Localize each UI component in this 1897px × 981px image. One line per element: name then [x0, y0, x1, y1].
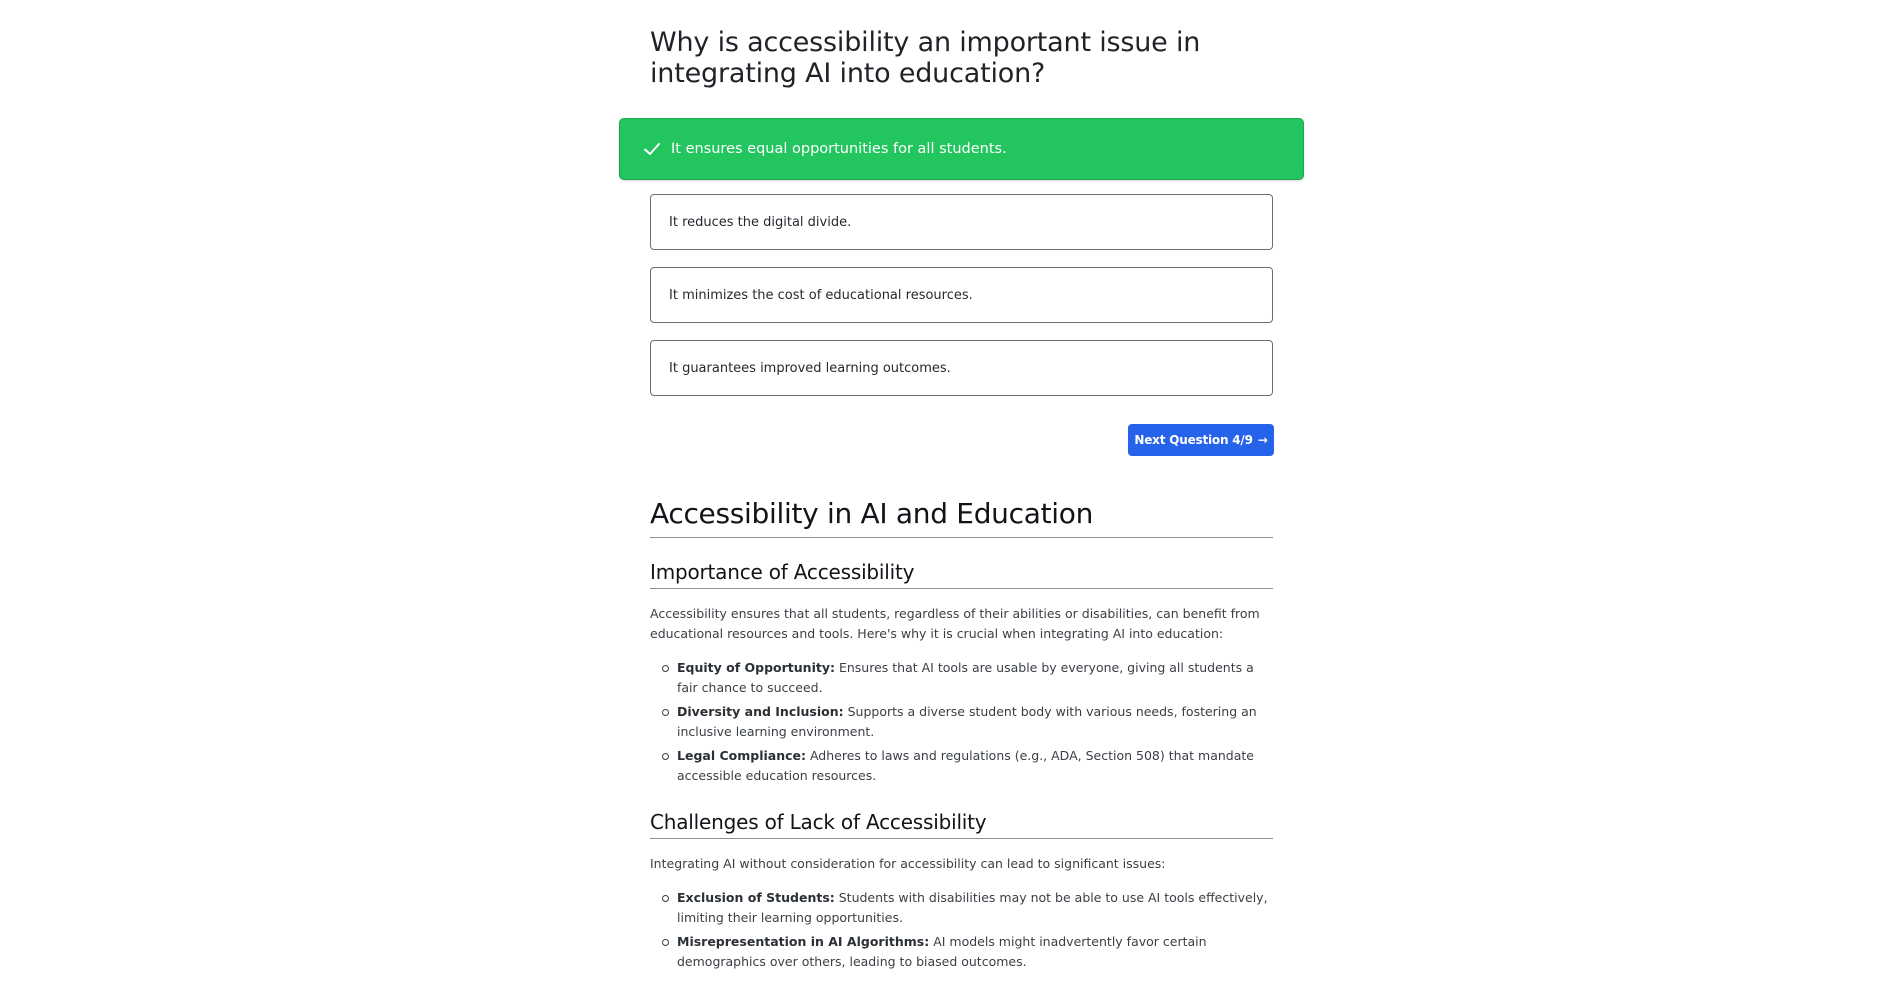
answer-option[interactable] [650, 194, 1273, 250]
check-icon [642, 139, 662, 159]
answer-option-label: It minimizes the cost of educational resources. [669, 287, 973, 303]
list-item [677, 932, 1273, 972]
list-item [677, 702, 1273, 742]
next-question-button[interactable] [1128, 424, 1274, 456]
answer-option-label: It ensures equal opportunities for all students. [671, 141, 1007, 157]
list-item-term: Legal Compliance: [677, 748, 806, 763]
answer-option[interactable] [650, 267, 1273, 323]
list-item [677, 888, 1273, 928]
arrow-right-icon: → [1257, 433, 1268, 447]
list-item-text: Students with disabilities may not be able to use AI tools effectively, limiting their learning opportunities. [677, 890, 1268, 925]
list-item-text: Ensures that AI tools are usable by everyone, giving all students a fair chance to succeed. [677, 660, 1254, 695]
next-question-label: Next Question 4/9 [1134, 433, 1253, 447]
list-item [677, 746, 1273, 786]
list-item-term: Exclusion of Students: [677, 890, 835, 905]
article-title: Accessibility in AI and Education [650, 495, 1273, 538]
answer-option-label: It guarantees improved learning outcomes. [669, 360, 951, 376]
section-heading: Importance of Accessibility [650, 558, 1273, 589]
list-item-text: AI models might inadvertently favor certain demographics over others, leading to biased outcomes. [677, 934, 1207, 969]
list-item-term: Diversity and Inclusion: [677, 704, 844, 719]
explanation-article [650, 495, 1273, 976]
bullet-list [650, 658, 1273, 786]
list-item-text: Supports a diverse student body with various needs, fostering an inclusive learning environment. [677, 704, 1257, 739]
list-item [677, 658, 1273, 698]
list-item-term: Equity of Opportunity: [677, 660, 835, 675]
answer-option-label: It reduces the digital divide. [669, 214, 852, 230]
answer-option[interactable] [650, 340, 1273, 396]
section-intro: Accessibility ensures that all students, regardless of their abilities or disabilities, can benefit from educational resources and tools. Here's why it is crucial when integrating AI into education: [650, 606, 1260, 641]
bullet-list [650, 888, 1273, 972]
section-intro: Integrating AI without consideration for accessibility can lead to significant issues: [650, 856, 1166, 871]
section-heading: Challenges of Lack of Accessibility [650, 808, 1273, 839]
list-item-text: Adheres to laws and regulations (e.g., ADA, Section 508) that mandate accessible education resources. [677, 748, 1254, 783]
answer-option-correct[interactable] [619, 118, 1304, 180]
question-text: Why is accessibility an important issue in integrating AI into education? [650, 27, 1201, 89]
list-item-term: Misrepresentation in AI Algorithms: [677, 934, 930, 949]
